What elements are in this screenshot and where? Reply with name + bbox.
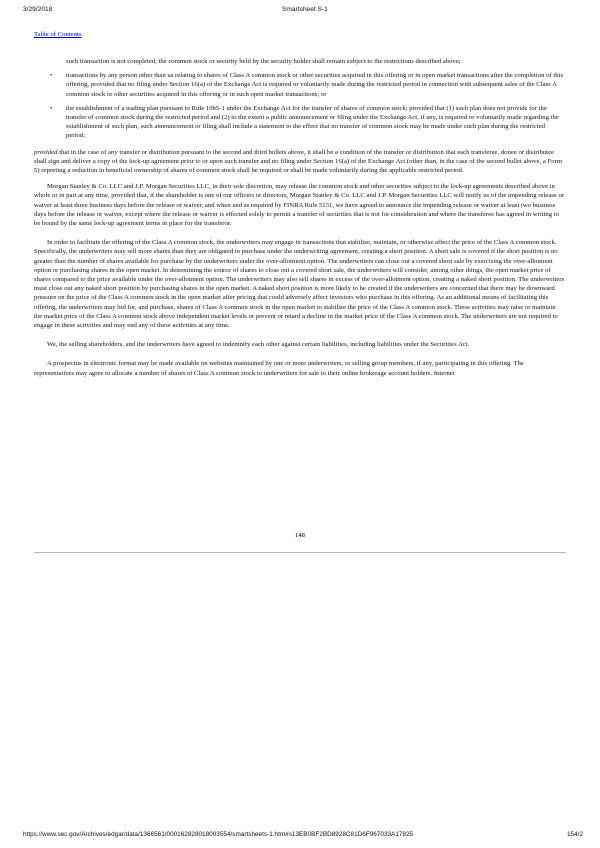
page-number: 148 (294, 532, 306, 539)
bullet-icon: • (50, 104, 53, 112)
release-paragraph: Morgan Stanley & Co. LLC and J.P. Morgan Securities LLC, in their sole discretion, may release the common stock and other securities subject to the lock-up agreements described above in whole or in part at any time, provided that, if the shareholder is one of our officers or directors, Morgan Stanley & Co. LLC and J.P. Morgan Securities LLC will notify us of the impending release or waiver at least three business days before the release or waiver, and when and as required by FINRA Rule 5131, we have agreed to announce the impending release or waiver at least two business days before the release or waiver, except where the release or waiver is effected solely to permit a transfer of securities that is not for consideration and where the transferee has agreed in writing to be bound by the same lock-up agreement terms in place for the transferor. (34, 183, 565, 228)
stabilization-paragraph: In order to facilitate the offering of the Class A common stock, the underwriters may engage in transactions that stabilize, maintain, or otherwise affect the price of the Class A common stock. Specifically, the underwriters may sell more shares than they are obligated to purchase under the underwriting agreement, creating a short position. A short sale is covered if the short position is no greater than the number of shares available for purchase by the underwriters under the over-allotment option. The underwriters can close out a covered short sale by exercising the over-allotment option or purchasing shares in the open market. In determining the source of shares to close out a covered short sale, the underwriters will consider, among other things, the open market price of shares compared to the price available under the over-allotment option. The underwriters may also sell shares in excess of the over-allotment option, creating a naked short position. The underwriters must close out any naked short position by purchasing shares in the open market. A naked short position is more likely to be created if the underwriters are concerned that there may be downward pressure on the price of the Class A common stock in the open market after pricing that could adversely affect investors who purchase in this offering. As an additional means of facilitating this offering, the underwriters may bid for, and purchase, shares of Class A common stock in the open market to stabilize the price of the Class A common stock. These activities may raise or maintain the market price of the Class A common stock above independent market levels or prevent or retard a decline in the market price of the Class A common stock. The underwriters are not required to engage in these activities and may end any of these activities at any time. (34, 239, 565, 330)
bullet-text: the establishment of a trading plan pursuant to Rule 10b5-1 under the Exchange Act for the transfer of shares of common stock; provided that (1) such plan does not provide for the transfer of common stock during the restricted period and (2) to the extent a public announcement or filing under the Exchange Act, if any, is required or voluntarily made regarding the establishment of such plan, such announcement or filing shall include a statement to the effect that no transfer of common stock may be made under such plan during the restricted period; (66, 104, 559, 140)
page-divider (34, 552, 566, 553)
provided-text: that in the case of any transfer or distribution pursuant to the second and third bullets above, it shall be a condition of the transfer or distribution that each transferee, donee or distributee shall sign and deliver a copy of the lock-up agreement prior to or upon such transfer and no filing under Section 16(a) of the Exchange Act (other than, in the case of the second bullet above, a Form 5) reporting a reduction in beneficial ownership of shares of common stock shall be required or shall be made voluntarily during the applicable restricted period. (34, 148, 562, 175)
provided-word: provided (34, 148, 58, 156)
bullet-item (50, 71, 565, 99)
footer-page-count: 154/2 (567, 831, 583, 838)
table-of-contents-link[interactable]: Table of Contents (34, 31, 82, 38)
footer-url: https://www.sec.gov/Archives/edgar/data/1366561/000162828018003554/smartsheets-1.htm#s13EB0BF2BD8928C81D6F967033A17825 (23, 831, 414, 838)
electronic-prospectus-paragraph: A prospectus in electronic format may be made available on websites maintained by one or more underwriters, or selling group members, if any, participating in this offering. The representatives may agree to allocate a number of shares of Class A common stock to underwriters for sale to their online brokerage account holders. Internet (34, 360, 524, 377)
header-title: Smartsheet S-1 (282, 6, 328, 13)
bullet-item (50, 104, 565, 141)
indemnification-paragraph: We, the selling shareholders, and the underwriters have agreed to indemnify each other against certain liabilities, including liabilities under the Securities Act. (47, 341, 470, 349)
bullet-text: transactions by any person other than us relating to shares of Class A common stock or other securities acquired in this offering or in open market transactions after the completion of this offering, provided that no filing under Section 16(a) of the Exchange Act is required or voluntarily made during the restricted period in connection with subsequent sales of the Class A common stock or other securities acquired in this offering or in such open market transactions; or (66, 72, 564, 98)
document-body (34, 57, 565, 378)
provided-paragraph (34, 148, 565, 176)
header-date: 3/29/2018 (23, 6, 53, 13)
continuation-text: such transaction is not completed, the common stock or security held by the security holder shall remain subject to the restrictions described above; (66, 58, 461, 65)
bullet-icon: • (50, 72, 53, 80)
